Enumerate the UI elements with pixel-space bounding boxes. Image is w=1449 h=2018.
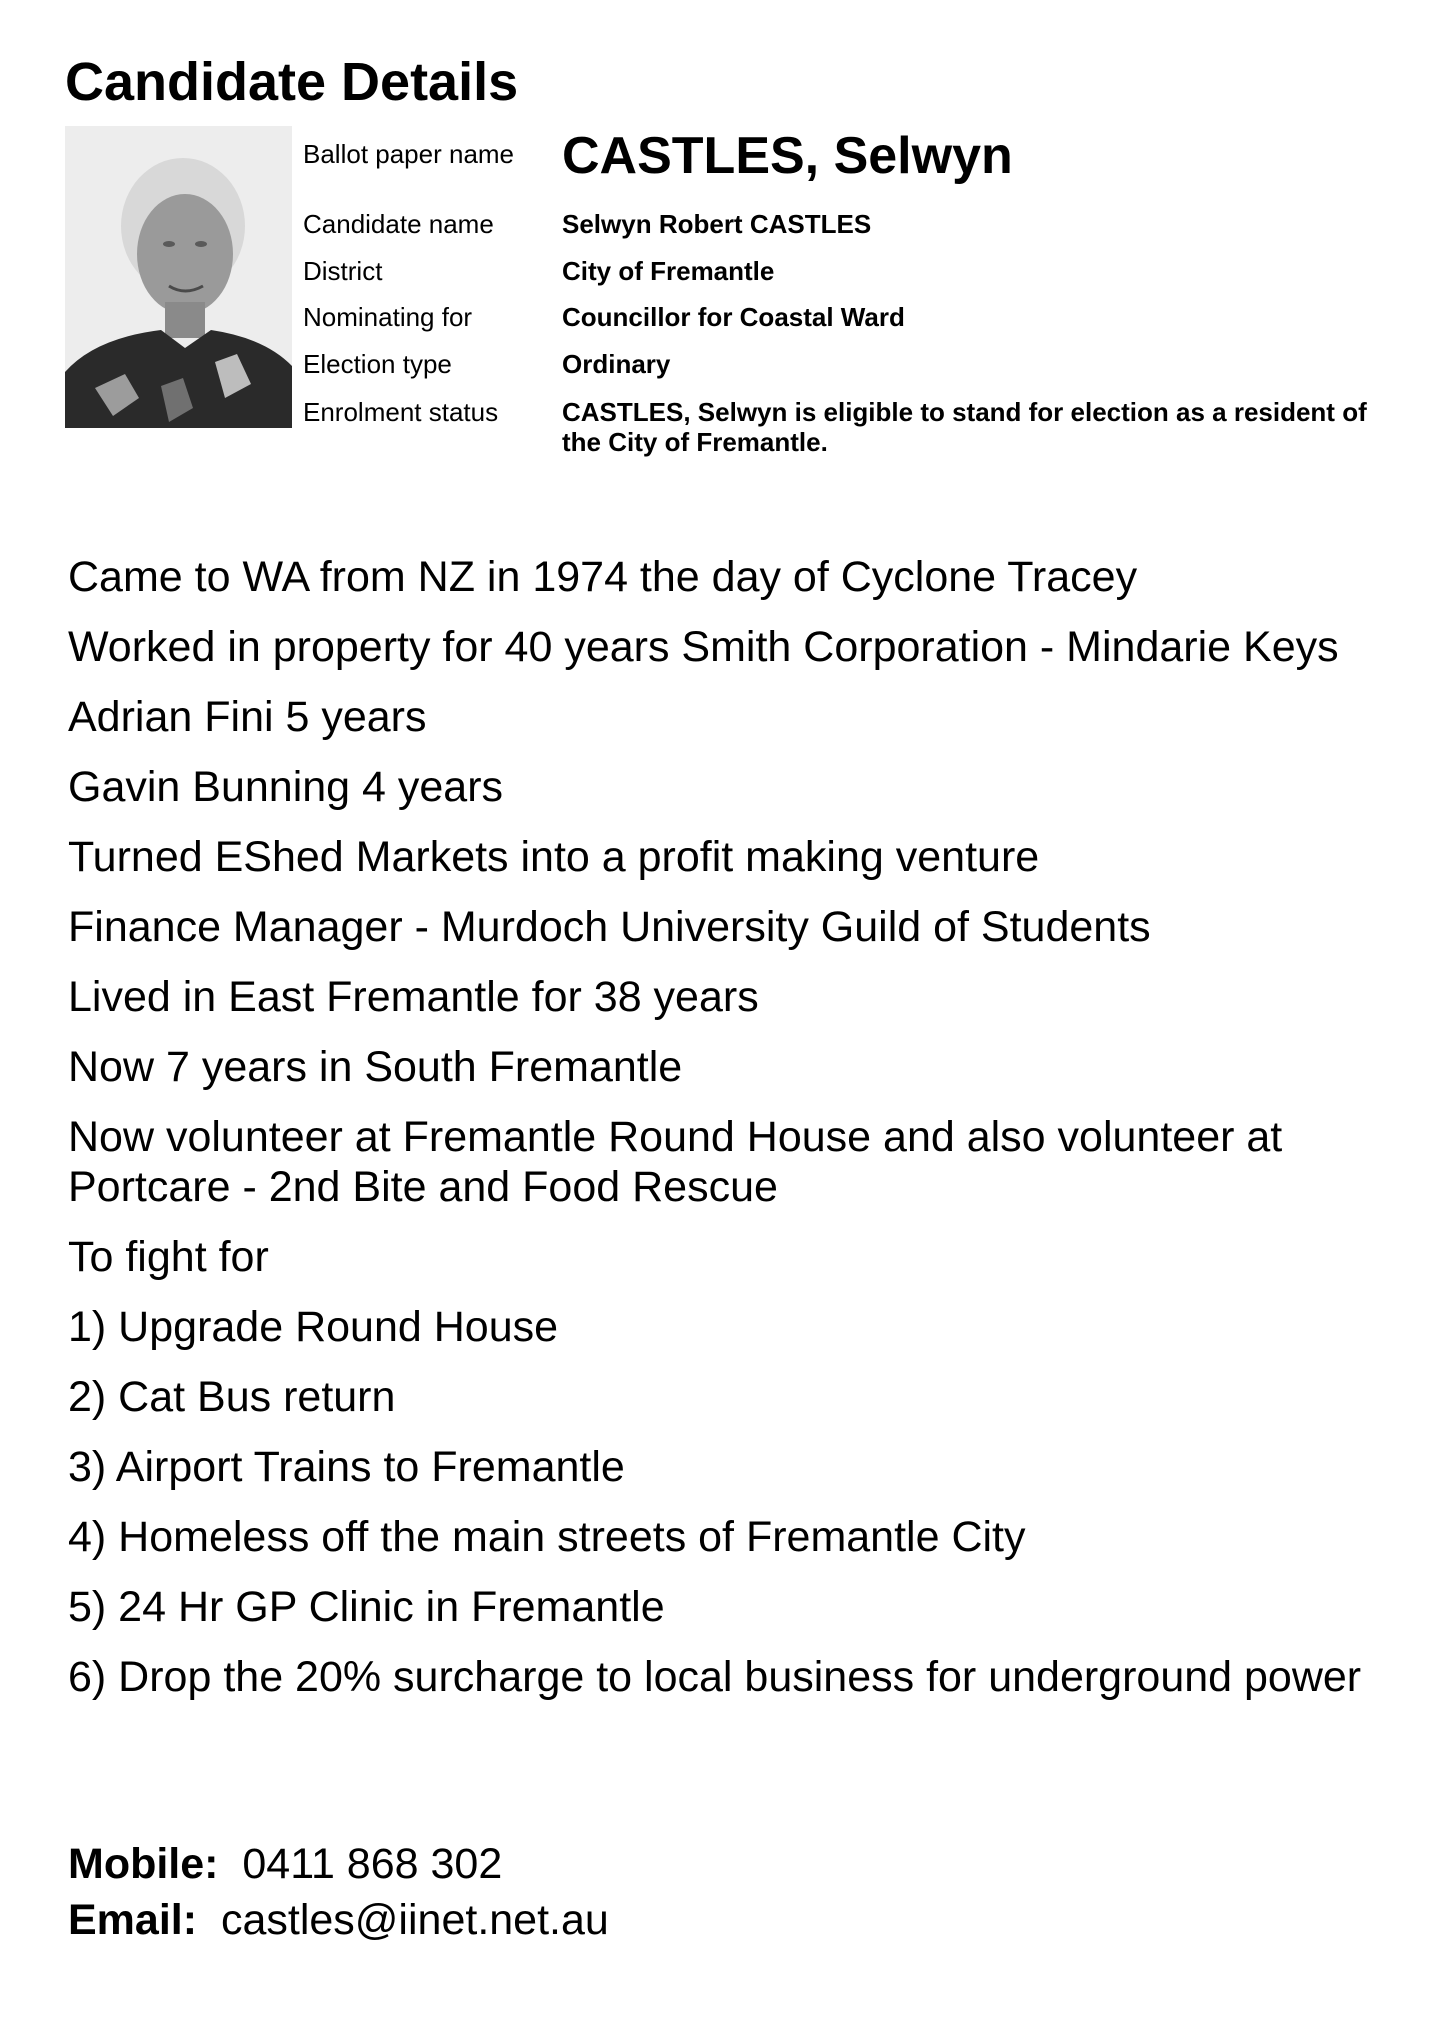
ballot-paper-value: CASTLES, Selwyn <box>562 127 1013 185</box>
election-type-value: Ordinary <box>562 349 671 379</box>
candidate-name-label: Candidate name <box>303 209 494 239</box>
enrolment-label: Enrolment status <box>303 397 499 427</box>
statement-line: Lived in East Fremantle for 38 years <box>68 973 759 1021</box>
statement-line: Now volunteer at Fremantle Round House and also volunteer at Portcare - 2nd Bite and Food Rescue <box>68 1113 1283 1211</box>
mobile-line <box>68 1836 609 1892</box>
candidate-photo-image <box>65 126 292 428</box>
enrolment-value: CASTLES, Selwyn is eligible to stand for election as a resident of the City of Fremantle. <box>562 397 1367 457</box>
policy-item: 2) Cat Bus return <box>68 1373 396 1421</box>
statement-line: Now 7 years in South Fremantle <box>68 1043 683 1091</box>
ballot-paper-label: Ballot paper name <box>303 139 515 169</box>
nominating-label: Nominating for <box>303 302 473 332</box>
candidate-name-value: Selwyn Robert CASTLES <box>562 209 872 239</box>
email-label: Email: <box>68 1896 198 1944</box>
policy-item: 1) Upgrade Round House <box>68 1303 559 1351</box>
statement-line: Turned EShed Markets into a profit making venture <box>68 833 1040 881</box>
policy-item: 5) 24 Hr GP Clinic in Fremantle <box>68 1583 665 1631</box>
email-line <box>68 1892 609 1948</box>
policy-item: 4) Homeless off the main streets of Fremantle City <box>68 1513 1026 1561</box>
candidate-statement <box>68 552 1388 1722</box>
statement-line: Gavin Bunning 4 years <box>68 763 504 811</box>
page-title: Candidate Details <box>65 52 519 112</box>
mobile-label: Mobile: <box>68 1840 219 1888</box>
statement-line: Adrian Fini 5 years <box>68 693 427 741</box>
mobile-value: 0411 868 302 <box>242 1840 503 1888</box>
contact-details <box>68 1836 609 1948</box>
email-value: castles@iinet.net.au <box>220 1896 609 1944</box>
statement-line: Finance Manager - Murdoch University Guild of Students <box>68 903 1151 951</box>
district-value: City of Fremantle <box>562 256 775 286</box>
candidate-photo <box>65 126 292 428</box>
policy-item: 6) Drop the 20% surcharge to local business for underground power <box>68 1653 1362 1701</box>
policy-item: 3) Airport Trains to Fremantle <box>68 1443 625 1491</box>
election-type-label: Election type <box>303 349 452 379</box>
nominating-value: Councillor for Coastal Ward <box>562 302 905 332</box>
statement-line: Worked in property for 40 years Smith Corporation - Mindarie Keys <box>68 623 1339 671</box>
district-label: District <box>303 256 383 286</box>
statement-line: Came to WA from NZ in 1974 the day of Cyclone Tracey <box>68 553 1138 601</box>
statement-line: To fight for <box>68 1233 269 1281</box>
